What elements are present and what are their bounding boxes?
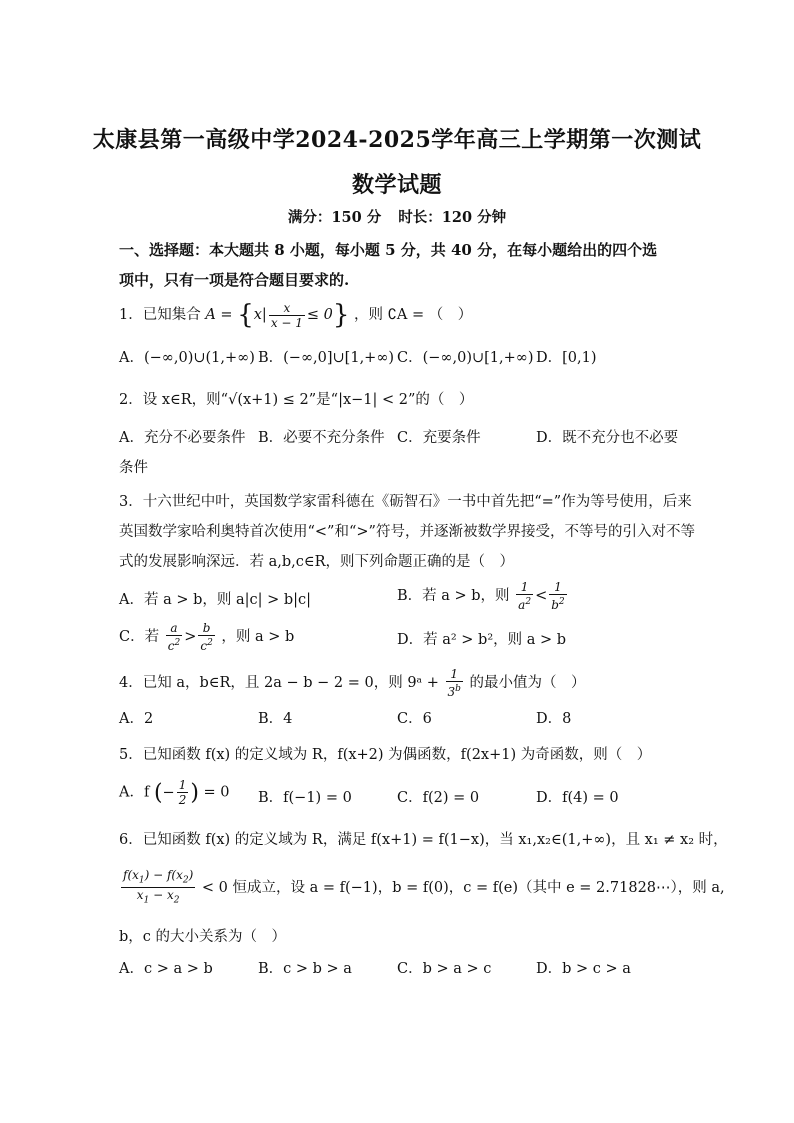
q4-option-a[interactable]: A．2 (119, 711, 154, 727)
q4-post: 的最小值为（ ） (469, 675, 586, 691)
question-3-line2: 英国数学家哈利奥特首次使用“<”和“>”符号，并逐渐被数学界接受，不等号的引入对不等 (119, 524, 695, 540)
q4-option-d[interactable]: D．8 (536, 711, 572, 727)
question-6-line2 (119, 868, 725, 908)
q5-a-math: (− $\frac{1}{2}$ ) (153, 778, 199, 807)
q3-option-d[interactable]: D．若 a² > b²，则 a > b (397, 632, 567, 648)
exam-title: 太康县第一高级中学2024-2025学年高三上学期第一次测试 (92, 127, 702, 153)
score-label: 满分：150 分 (287, 209, 382, 226)
q2-option-d[interactable]: D．既不充分也不必要 (536, 430, 679, 446)
q5-option-d[interactable]: D．f(4) = 0 (536, 790, 619, 806)
q5-a-pre: A．f (119, 784, 150, 801)
q4-option-c[interactable]: C．6 (397, 711, 432, 727)
q1-option-b[interactable]: B．(−∞,0]∪[1,+∞) (258, 350, 395, 366)
exam-subtitle: 数学试题 (351, 172, 442, 198)
q6-option-b[interactable]: B．c > b > a (258, 961, 352, 977)
q3-option-c[interactable] (119, 621, 294, 653)
q2-option-c[interactable]: C．充要条件 (397, 430, 481, 446)
q2-option-d-wrap: 条件 (119, 460, 148, 476)
q3-b-pre: B．若 a > b，则 (397, 588, 510, 604)
question-6-line3: b，c 的大小关系为（ ） (119, 929, 287, 945)
q6-fraction: $\frac{f(x_1) - f(x_2)}{x_1 - x_2}$ (123, 868, 194, 906)
q3-b-math: $\frac{1}{a^2}$ < $\frac{1}{b^2}$ (518, 580, 565, 612)
q1-post: ，则 ∁ (354, 307, 397, 323)
q5-option-c[interactable]: C．f(2) = 0 (397, 790, 480, 806)
question-4-stem (119, 667, 586, 699)
q3-c-math: $\frac{a}{c^2}$ > $\frac{b}{c^2}$ (167, 621, 213, 653)
time-label: 时长：120 分钟 (398, 209, 507, 226)
q1-option-d[interactable]: D．[0,1) (536, 350, 597, 366)
section-heading-line2: 项中，只有一项是符合题目要求的. (119, 271, 350, 289)
question-1-stem (119, 300, 472, 330)
q3-c-pre: C．若 (119, 629, 160, 645)
q4-option-b[interactable]: B．4 (258, 711, 293, 727)
q1-option-a[interactable]: A．(−∞,0)∪(1,+∞) (119, 350, 255, 366)
q1-pre: 1．已知集合 (119, 307, 201, 323)
set-expression: A = {x| $\frac{x}{x - 1}$ ≤ 0} (205, 300, 350, 330)
q2-option-b[interactable]: B．必要不充分条件 (258, 430, 385, 446)
q4-math: $\frac{1}{3^b}$ (447, 667, 461, 699)
exam-meta (0, 206, 794, 227)
q3-option-b[interactable] (397, 580, 569, 612)
question-3-line3: 式的发展影响深远．若 a,b,c∈R，则下列命题正确的是（ ） (119, 554, 515, 570)
q6-option-a[interactable]: A．c > a > b (119, 961, 213, 977)
q1-tail: A = （ ） (396, 307, 473, 323)
question-2-stem: 2．设 x∈R，则“√(x+1) ≤ 2”是“|x−1| < 2”的（ ） (119, 392, 474, 408)
q5-option-b[interactable]: B．f(−1) = 0 (258, 790, 352, 806)
q5-a-post: = 0 (203, 784, 230, 801)
q6-option-c[interactable]: C．b > a > c (397, 961, 492, 977)
q3-option-a[interactable]: A．若 a > b，则 a|c| > b|c| (119, 592, 312, 608)
question-6-line1: 6．已知函数 f(x) 的定义域为 R，满足 f(x+1) = f(1−x)，当 x₁,x₂∈(1,+∞)，且 x₁ ≠ x₂ 时， (119, 832, 728, 848)
section-heading-line1: 一、选择题：本大题共 8 小题，每小题 5 分，共 40 分，在每小题给出的四个选 (119, 241, 658, 259)
q3-c-post: ，则 a > b (221, 629, 295, 645)
q4-pre: 4．已知 a，b∈R，且 2a − b − 2 = 0，则 9ᵃ + (119, 675, 439, 691)
q2-option-a[interactable]: A．充分不必要条件 (119, 430, 246, 446)
q5-option-a[interactable] (119, 778, 230, 807)
question-5-stem: 5．已知函数 f(x) 的定义域为 R，f(x+2) 为偶函数，f(2x+1) 为奇函数，则（ ） (119, 747, 652, 763)
q1-option-c[interactable]: C．(−∞,0)∪[1,+∞) (397, 350, 534, 366)
question-3-line1: 3．十六世纪中叶，英国数学家雷科德在《砺智石》一书中首先把“=”作为等号使用，后来 (119, 494, 692, 510)
q6-option-d[interactable]: D．b > c > a (536, 961, 631, 977)
q6-line2-text: < 0 恒成立，设 a = f(−1)，b = f(0)，c = f(e)（其中 e = 2.71828⋯），则 a, (201, 879, 725, 896)
